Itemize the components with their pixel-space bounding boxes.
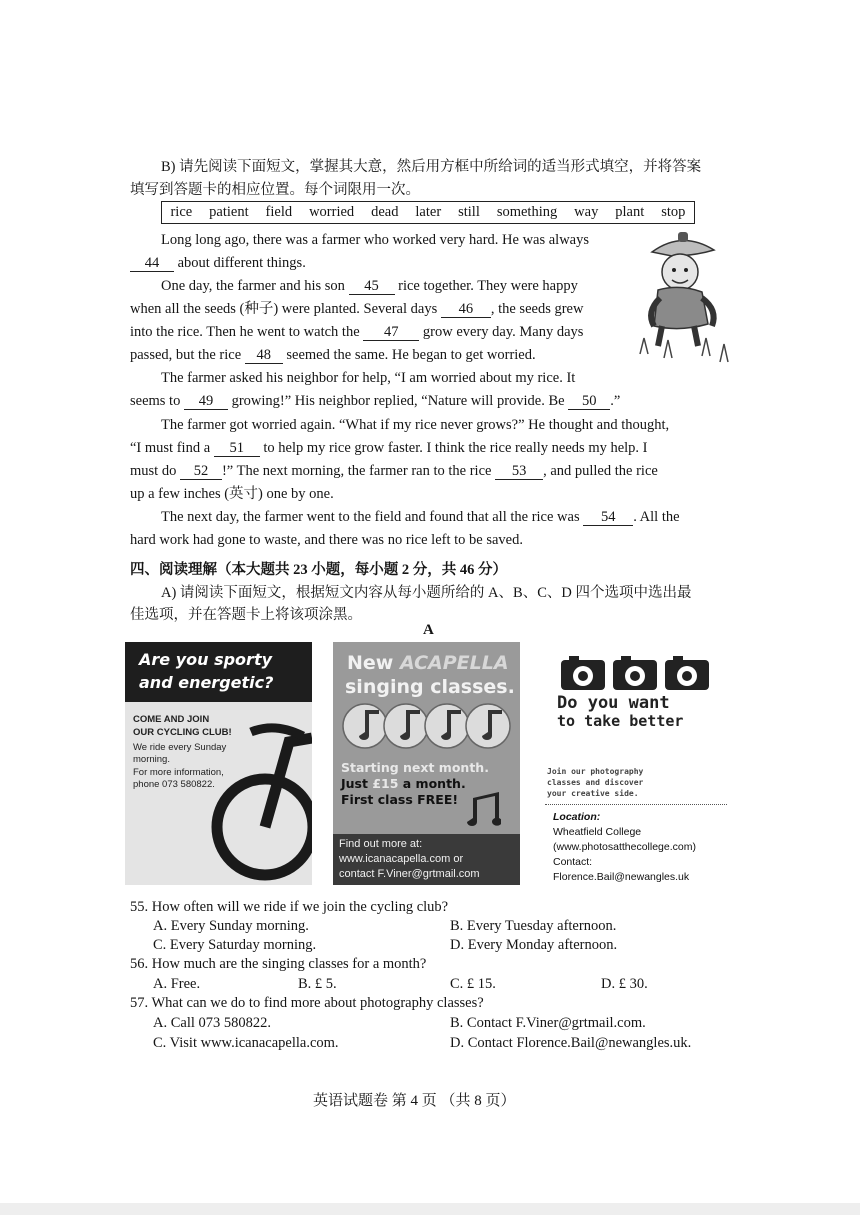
word-bank-item: later bbox=[415, 204, 442, 220]
photo-contact: Florence.Bail@newangles.uk bbox=[553, 871, 690, 883]
cycling-ad-text: We ride every Sunday bbox=[133, 742, 227, 753]
question-55: 55. How often will we ride if we join the cycling club? bbox=[130, 899, 449, 915]
singing-footer-text: Find out more at: bbox=[339, 838, 423, 850]
option[interactable]: A. Call 073 580822. bbox=[153, 1015, 272, 1031]
word-bank-item: still bbox=[458, 204, 480, 220]
option[interactable]: D. Every Monday afternoon. bbox=[450, 937, 618, 953]
option[interactable]: D. Contact Florence.Bail@newangles.uk. bbox=[450, 1035, 692, 1051]
passage-line: hard work had gone to waste, and there was no rice left to be saved. bbox=[130, 532, 523, 548]
singing-ad-text: Just £15 a month. bbox=[341, 776, 466, 791]
photo-location: Wheatfield College bbox=[553, 826, 642, 838]
passage-line: when all the seeds (种子) were planted. Several days 46 , the seeds grew bbox=[130, 301, 584, 317]
option[interactable]: C. £ 15. bbox=[450, 976, 496, 992]
photo-ad-subtext: classes and discover bbox=[547, 778, 644, 787]
photo-location-url: (www.photosatthecollege.com) bbox=[553, 841, 696, 853]
blank-49[interactable]: 49 bbox=[184, 393, 228, 410]
passage-line: One day, the farmer and his son 45 rice together. They were happy bbox=[161, 278, 578, 294]
option[interactable]: C. Visit www.icanacapella.com. bbox=[153, 1035, 339, 1051]
photo-contact-label: Contact: bbox=[553, 856, 593, 868]
bicycle-icon bbox=[195, 702, 312, 885]
option[interactable]: B. Every Tuesday afternoon. bbox=[450, 918, 617, 934]
passage-line: passed, but the rice 48 seemed the same. He began to get worried. bbox=[130, 347, 536, 363]
passage-label: A bbox=[423, 622, 434, 638]
word-bank-box bbox=[161, 201, 695, 224]
word-bank-item: stop bbox=[661, 204, 686, 220]
word-bank-item: something bbox=[496, 204, 558, 220]
word-bank-item: plant bbox=[615, 204, 645, 220]
photo-ad-subtext: Join our photography bbox=[547, 767, 644, 776]
blank-50[interactable]: 50 bbox=[568, 393, 610, 410]
music-note-icon bbox=[461, 792, 501, 828]
blank-54[interactable]: 54 bbox=[583, 509, 633, 526]
photo-ad-title: to take better bbox=[557, 712, 684, 730]
camera-icons bbox=[561, 654, 709, 692]
blank-47[interactable]: 47 bbox=[363, 324, 419, 341]
passage-line: The next day, the farmer went to the field and found that all the rice was 54 . All the bbox=[161, 509, 680, 525]
word-bank-item: dead bbox=[371, 204, 399, 220]
cycling-ad-header bbox=[125, 642, 312, 702]
option[interactable]: A. Every Sunday morning. bbox=[153, 918, 309, 934]
blank-51[interactable]: 51 bbox=[214, 440, 260, 457]
cycling-ad-text: phone 073 580822. bbox=[133, 779, 215, 790]
word-bank-item: rice bbox=[170, 204, 193, 220]
singing-ad-footer bbox=[333, 834, 520, 885]
word-bank-item: worried bbox=[309, 204, 355, 220]
cycling-ad-text: For more information, bbox=[133, 767, 224, 778]
passage-line: up a few inches (英寸) one by one. bbox=[130, 486, 334, 502]
blank-44[interactable]: 44 bbox=[130, 255, 174, 272]
word-bank-item: patient bbox=[209, 204, 249, 220]
singing-ad-text: First class FREE! bbox=[341, 792, 459, 807]
option[interactable]: B. Contact F.Viner@grtmail.com. bbox=[450, 1015, 646, 1031]
word-bank-item: field bbox=[265, 204, 293, 220]
passage-line: into the rice. Then he went to watch the 47 grow every day. Many days bbox=[130, 324, 584, 340]
cycling-ad-text: morning. bbox=[133, 754, 170, 765]
farmer-illustration bbox=[632, 228, 732, 368]
passage-line: seems to 49 growing!” His neighbor replied, “Nature will provide. Be 50 .” bbox=[130, 393, 621, 409]
music-note-icons bbox=[341, 700, 513, 760]
cycling-headline: and energetic? bbox=[139, 673, 274, 692]
option[interactable]: B. £ 5. bbox=[298, 976, 337, 992]
section-4-instruction-cont: 佳选项，并在答题卡上将该项涂黑。 bbox=[130, 607, 362, 623]
section-4-heading: 四、阅读理解（本大题共 23 小题，每小题 2 分，共 46 分） bbox=[130, 562, 507, 578]
question-57: 57. What can we do to find more about photography classes? bbox=[130, 995, 484, 1011]
singing-ad-text: Starting next month. bbox=[341, 760, 489, 775]
singing-classes-ad bbox=[333, 642, 520, 885]
question-56: 56. How much are the singing classes for a month? bbox=[130, 956, 427, 972]
page-footer: 英语试题卷 第 4 页 （共 8 页） bbox=[313, 1093, 516, 1109]
section-b-instruction-cont: 填写到答题卡的相应位置。每个词限用一次。 bbox=[130, 182, 420, 198]
passage-line: Long long ago, there was a farmer who worked very hard. He was always bbox=[161, 232, 590, 248]
blank-52[interactable]: 52 bbox=[180, 463, 222, 480]
singing-footer-text: www.icanacapella.com or bbox=[339, 853, 464, 865]
blank-48[interactable]: 48 bbox=[245, 347, 283, 364]
cycling-headline: Are you sporty bbox=[139, 650, 273, 669]
photo-location-label: Location: bbox=[553, 811, 601, 823]
passage-line: The farmer got worried again. “What if my rice never grows?” He thought and thought, bbox=[161, 417, 670, 433]
blank-46[interactable]: 46 bbox=[441, 301, 491, 318]
singing-ad-title: singing classes. bbox=[345, 676, 515, 698]
singing-ad-title: New ACAPELLA bbox=[347, 652, 509, 674]
passage-line: The farmer asked his neighbor for help, “I am worried about my rice. It bbox=[161, 370, 576, 386]
option[interactable]: C. Every Saturday morning. bbox=[153, 937, 317, 953]
cycling-ad-text: COME AND JOIN bbox=[133, 714, 210, 725]
section-b-instruction: B) 请先阅读下面短文，掌握其大意，然后用方框中所给词的适当形式填空，并将答案 bbox=[161, 159, 702, 175]
option[interactable]: A. Free. bbox=[153, 976, 201, 992]
photo-ad-title: Do you want bbox=[557, 693, 670, 713]
passage-line: “I must find a 51 to help my rice grow faster. I think the rice really needs my help. I bbox=[130, 440, 648, 456]
blank-45[interactable]: 45 bbox=[349, 278, 395, 295]
passage-line: must do 52 !” The next morning, the farmer ran to the rice 53 , and pulled the rice bbox=[130, 463, 658, 479]
cycling-ad-text: OUR CYCLING CLUB! bbox=[133, 727, 232, 738]
passage-line: 44 about different things. bbox=[130, 254, 306, 272]
photo-ad-subtext: your creative side. bbox=[547, 789, 639, 798]
blank-53[interactable]: 53 bbox=[495, 463, 543, 480]
section-4-instruction: A) 请阅读下面短文，根据短文内容从每小题所给的 A、B、C、D 四个选项中选出最 bbox=[161, 585, 692, 601]
singing-footer-text: contact F.Viner@grtmail.com bbox=[339, 868, 480, 880]
photo-ad-divider bbox=[545, 804, 727, 805]
word-bank-item: way bbox=[574, 204, 599, 220]
bottom-edge bbox=[0, 1203, 860, 1215]
cycling-club-ad bbox=[125, 642, 312, 885]
option[interactable]: D. £ 30. bbox=[601, 976, 648, 992]
